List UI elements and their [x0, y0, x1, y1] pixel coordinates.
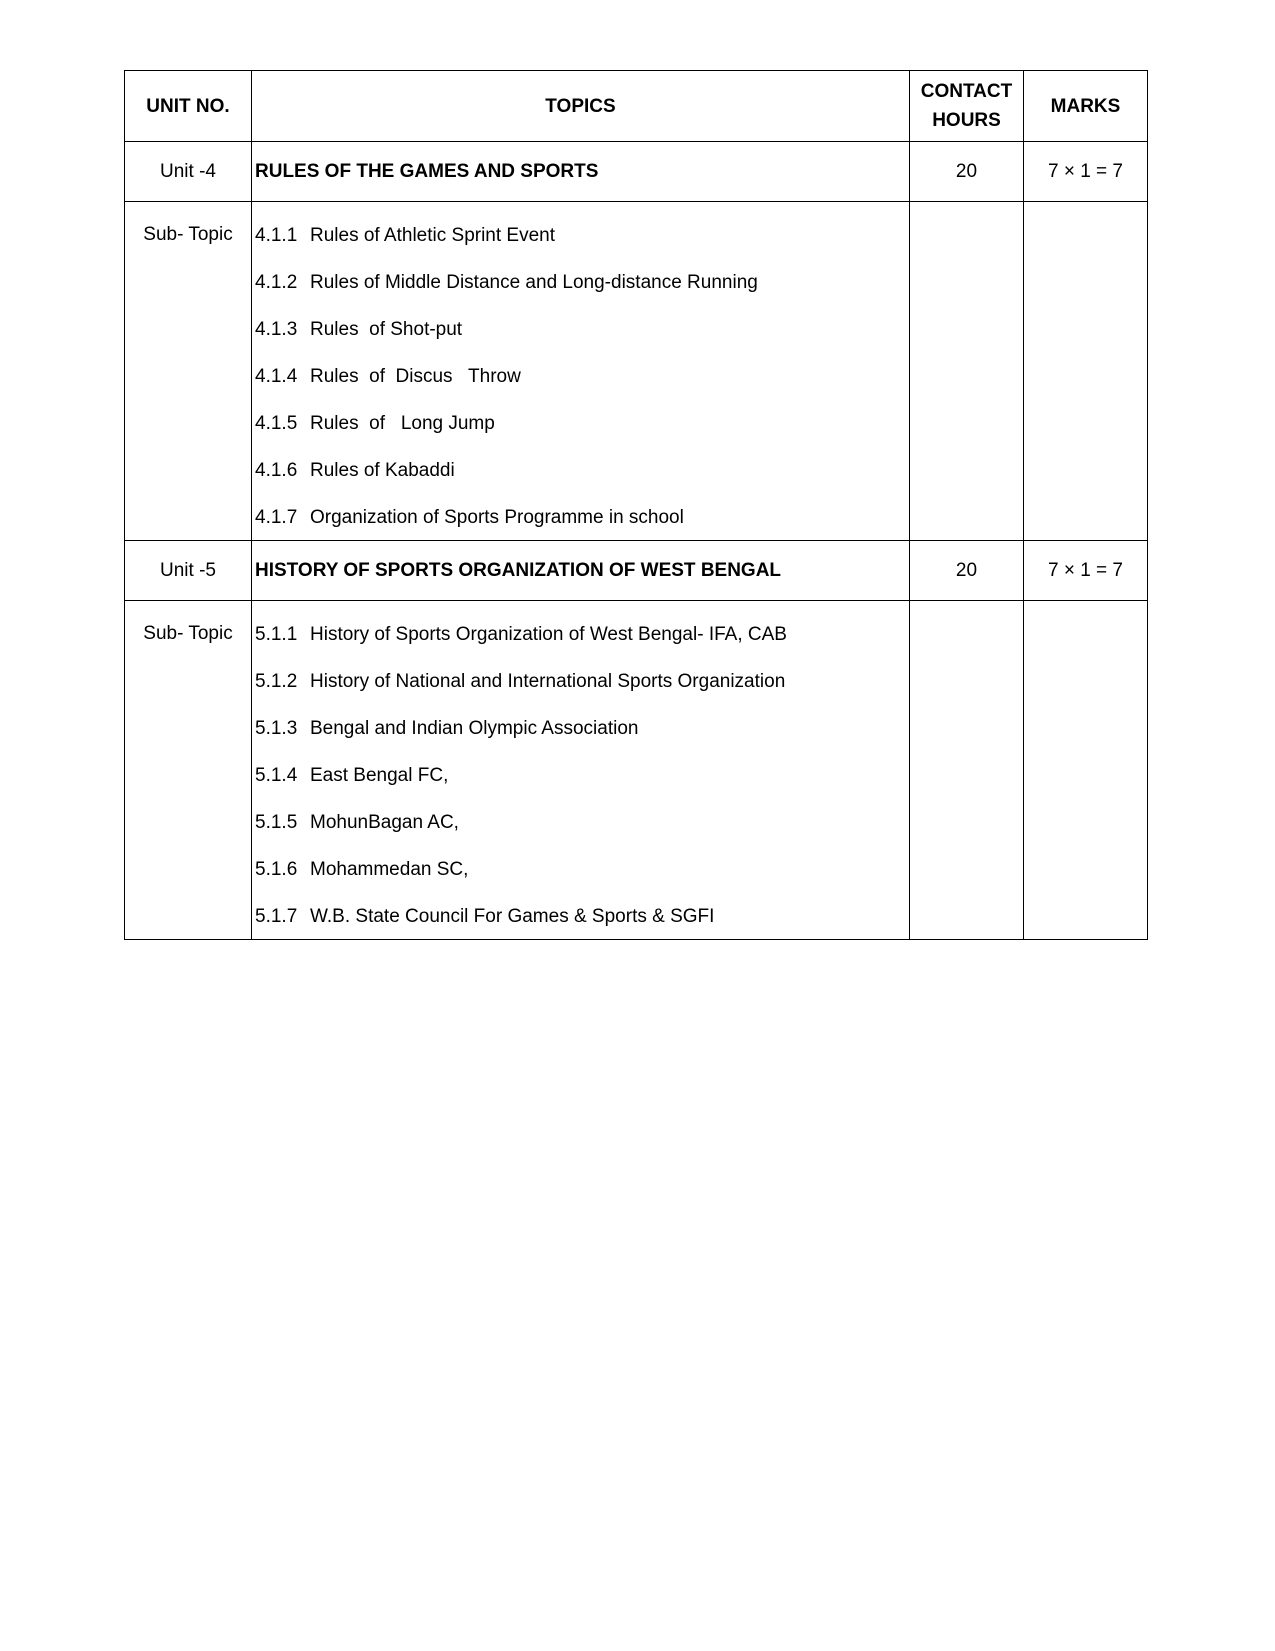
syllabus-table — [124, 70, 1148, 940]
list-item — [255, 764, 909, 811]
subtopic-number: 4.1.1 — [255, 225, 298, 246]
empty-marks-cell — [1024, 601, 1148, 940]
unit-label: Unit -4 — [125, 142, 252, 202]
subtopic-number: 5.1.4 — [255, 765, 298, 786]
subtopic-number: 5.1.6 — [255, 859, 298, 880]
subtopic-list — [252, 601, 909, 939]
list-item — [255, 623, 909, 670]
subtopic-list — [252, 202, 909, 540]
list-item — [255, 811, 909, 858]
subtopic-row-5 — [125, 601, 1148, 940]
subtopic-text: Rules of Long Jump — [310, 413, 495, 434]
subtopic-list-cell — [252, 601, 910, 940]
list-item — [255, 271, 909, 318]
subtopic-list-cell — [252, 202, 910, 541]
marks-value: 7 × 1 = 7 — [1024, 541, 1148, 601]
header-marks: MARKS — [1024, 71, 1148, 142]
unit-title: RULES OF THE GAMES AND SPORTS — [252, 142, 910, 202]
list-item — [255, 224, 909, 271]
sub-topic-label: Sub- Topic — [125, 202, 252, 541]
unit-row-4 — [125, 142, 1148, 202]
subtopic-number: 4.1.5 — [255, 413, 298, 434]
subtopic-number: 5.1.5 — [255, 812, 298, 833]
header-contact-hours-line2: HOURS — [932, 110, 1001, 131]
subtopic-number: 5.1.3 — [255, 718, 298, 739]
unit-label: Unit -5 — [125, 541, 252, 601]
marks-value: 7 × 1 = 7 — [1024, 142, 1148, 202]
subtopic-text: W.B. State Council For Games & Sports & SGFI — [310, 906, 715, 927]
list-item — [255, 858, 909, 905]
subtopic-row-4 — [125, 202, 1148, 541]
list-item — [255, 670, 909, 717]
list-item — [255, 905, 909, 931]
subtopic-number: 5.1.2 — [255, 671, 298, 692]
subtopic-number: 4.1.4 — [255, 366, 298, 387]
subtopic-number: 4.1.7 — [255, 507, 298, 528]
subtopic-number: 4.1.2 — [255, 272, 298, 293]
subtopic-text: Rules of Kabaddi — [310, 460, 455, 481]
unit-row-5 — [125, 541, 1148, 601]
subtopic-number: 4.1.6 — [255, 460, 298, 481]
sub-topic-label: Sub- Topic — [125, 601, 252, 940]
subtopic-number: 5.1.7 — [255, 906, 298, 927]
subtopic-text: Bengal and Indian Olympic Association — [310, 718, 639, 739]
header-row — [125, 71, 1148, 142]
list-item — [255, 318, 909, 365]
subtopic-text: Rules of Athletic Sprint Event — [310, 225, 556, 246]
subtopic-text: Organization of Sports Programme in school — [310, 507, 684, 528]
unit-title: HISTORY OF SPORTS ORGANIZATION OF WEST BENGAL — [252, 541, 910, 601]
empty-hours-cell — [910, 202, 1024, 541]
list-item — [255, 459, 909, 506]
subtopic-text: Rules of Discus Throw — [310, 366, 521, 387]
subtopic-text: Mohammedan SC, — [310, 859, 469, 880]
subtopic-number: 4.1.3 — [255, 319, 298, 340]
list-item — [255, 365, 909, 412]
list-item — [255, 412, 909, 459]
subtopic-text: MohunBagan AC, — [310, 812, 459, 833]
contact-hours-value: 20 — [910, 142, 1024, 202]
subtopic-text: East Bengal FC, — [310, 765, 449, 786]
subtopic-text: History of National and International Sports Organization — [310, 671, 786, 692]
header-contact-hours — [910, 71, 1024, 142]
subtopic-text: Rules of Middle Distance and Long-distance Running — [310, 272, 758, 293]
empty-marks-cell — [1024, 202, 1148, 541]
header-topics: TOPICS — [252, 71, 910, 142]
header-unit-no: UNIT NO. — [125, 71, 252, 142]
subtopic-text: History of Sports Organization of West Bengal- IFA, CAB — [310, 624, 787, 645]
subtopic-text: Rules of Shot-put — [310, 319, 463, 340]
contact-hours-value: 20 — [910, 541, 1024, 601]
list-item — [255, 717, 909, 764]
empty-hours-cell — [910, 601, 1024, 940]
header-contact-hours-line1: CONTACT — [920, 81, 1013, 102]
subtopic-number: 5.1.1 — [255, 624, 298, 645]
list-item — [255, 506, 909, 532]
